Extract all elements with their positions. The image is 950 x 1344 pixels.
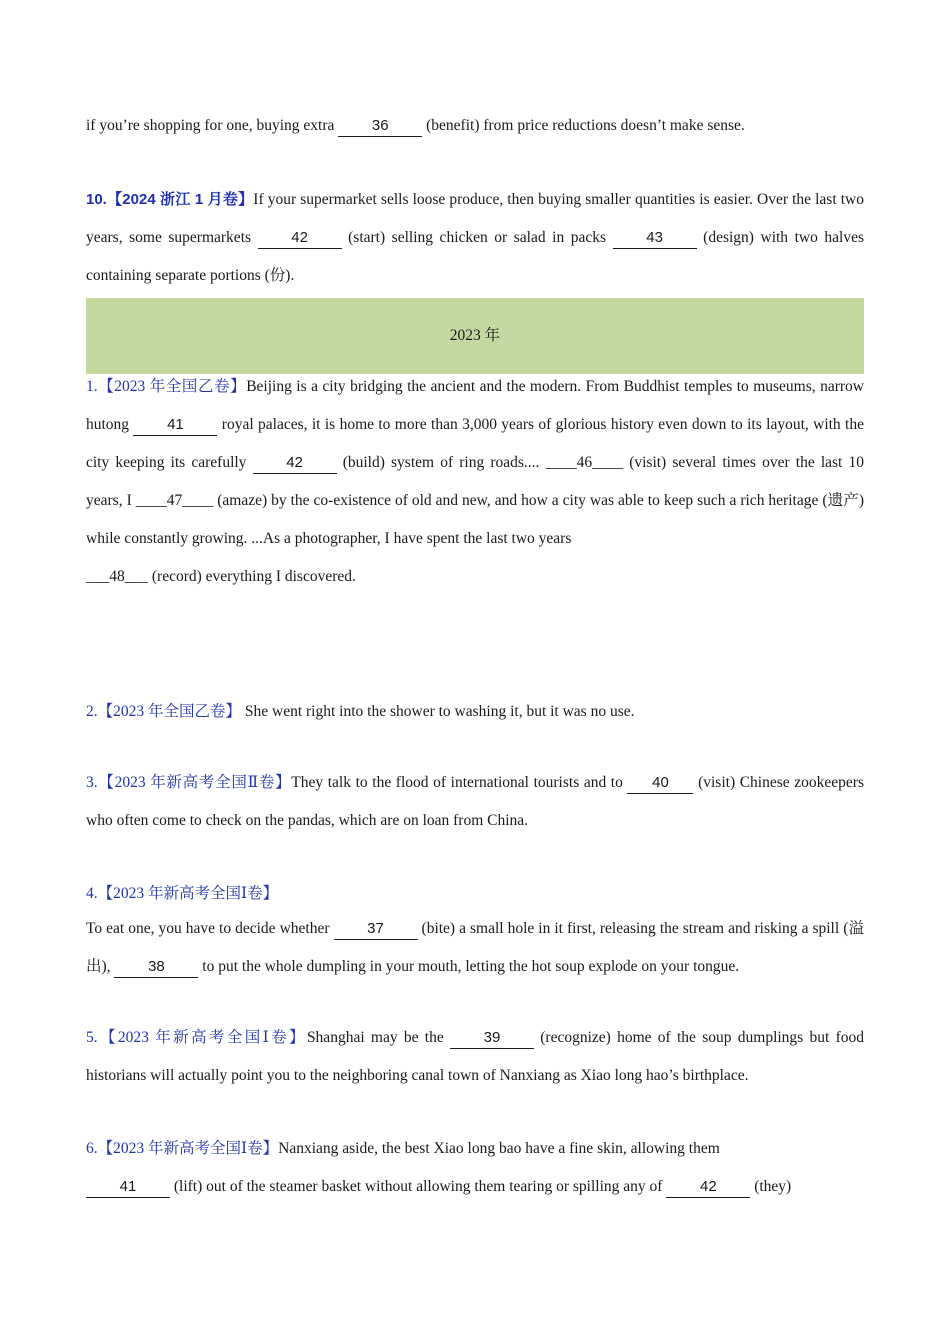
section-year-header: 2023 年 (86, 298, 864, 374)
answer-blank: 42 (253, 453, 337, 474)
question-source: 2.【2023 年全国乙卷】 (86, 703, 242, 720)
text: (start) selling chicken or salad in packs (341, 229, 613, 246)
text: (record) everything I discovered. (148, 568, 356, 585)
text: (design) with two halves containing separate portions (份). (86, 229, 864, 284)
question-prev-tail (86, 107, 864, 145)
text: (benefit) from price reductions doesn’t make sense. (422, 117, 745, 134)
answer-blank: 41 (133, 415, 217, 436)
question-source: 10.【2024 浙江 1 月卷】 (86, 191, 254, 208)
blank-text: ____46____ (545, 454, 624, 471)
answer-blank: 39 (450, 1028, 534, 1049)
text: (visit) several times over the last 10 years, I (86, 454, 864, 509)
question-source: 5.【2023 年新高考全国Ⅰ卷】 (86, 1029, 307, 1046)
text: (build) system of ring roads.... (336, 454, 546, 471)
question-4-heading (86, 875, 864, 913)
text: (amaze) by the co-existence of old and new, and how a city was able to keep such a rich heritage (遗产) while constantly growing. ...As a photographer, I have spent the last two years (86, 492, 864, 547)
text: Shanghai may be the (306, 1029, 450, 1046)
text: To eat one, you have to decide whether (86, 920, 334, 937)
question-source: 6.【2023 年新高考全国Ⅰ卷】 (86, 1140, 279, 1157)
answer-blank: 38 (114, 957, 198, 978)
answer-blank: 40 (627, 773, 693, 794)
answer-blank: 42 (666, 1177, 750, 1198)
question-1 (86, 368, 864, 596)
text: (lift) out of the steamer basket without allowing them tearing or spilling any of (170, 1178, 667, 1195)
answer-blank: 43 (613, 228, 697, 249)
question-3 (86, 764, 864, 840)
question-10 (86, 181, 864, 295)
question-2 (86, 693, 864, 731)
text: She went right into the shower to washing it, but it was no use. (241, 703, 635, 720)
text: (visit) Chinese zookeepers who often come to check on the pandas, which are on loan from China. (86, 774, 864, 829)
question-source: 1.【2023 年全国乙卷】 (86, 378, 247, 395)
question-5 (86, 1019, 864, 1095)
question-4 (86, 910, 864, 986)
answer-blank: 42 (258, 228, 342, 249)
text: royal palaces, it is home to more than 3,000 years of glorious history even down to its layout, with the city keeping its carefully (86, 416, 864, 471)
question-source: 4.【2023 年新高考全国Ⅰ卷】 (86, 885, 279, 902)
text: to put the whole dumpling in your mouth, letting the hot soup explode on your tongue. (198, 958, 740, 975)
text: Nanxiang aside, the best Xiao long bao have a fine skin, allowing them (278, 1140, 720, 1157)
blank-text: ____47____ (135, 492, 214, 509)
text: (bite) a small hole in it first, releasing the stream and risking a spill (溢出), (86, 920, 864, 975)
question-source: 3.【2023 年新高考全国Ⅱ卷】 (86, 774, 292, 791)
text: (recognize) home of the soup dumplings but food historians will actually point you to the neighboring canal town of Nanxiang as Xiao long hao’s birthplace. (86, 1029, 864, 1084)
text: (they) (750, 1178, 792, 1195)
text: Beijing is a city bridging the ancient and the modern. From Buddhist temples to museums, narrow hutong (86, 378, 864, 433)
blank-text: ___48___ (86, 568, 148, 585)
text: if you’re shopping for one, buying extra (86, 117, 339, 134)
answer-blank: 41 (86, 1177, 170, 1198)
text: They talk to the flood of international tourists and to (291, 774, 628, 791)
answer-blank: 36 (338, 116, 422, 137)
text: If your supermarket sells loose produce, then buying smaller quantities is easier. Over the last two years, some supermarkets (86, 191, 864, 246)
answer-blank: 37 (334, 919, 418, 940)
question-6 (86, 1130, 864, 1206)
